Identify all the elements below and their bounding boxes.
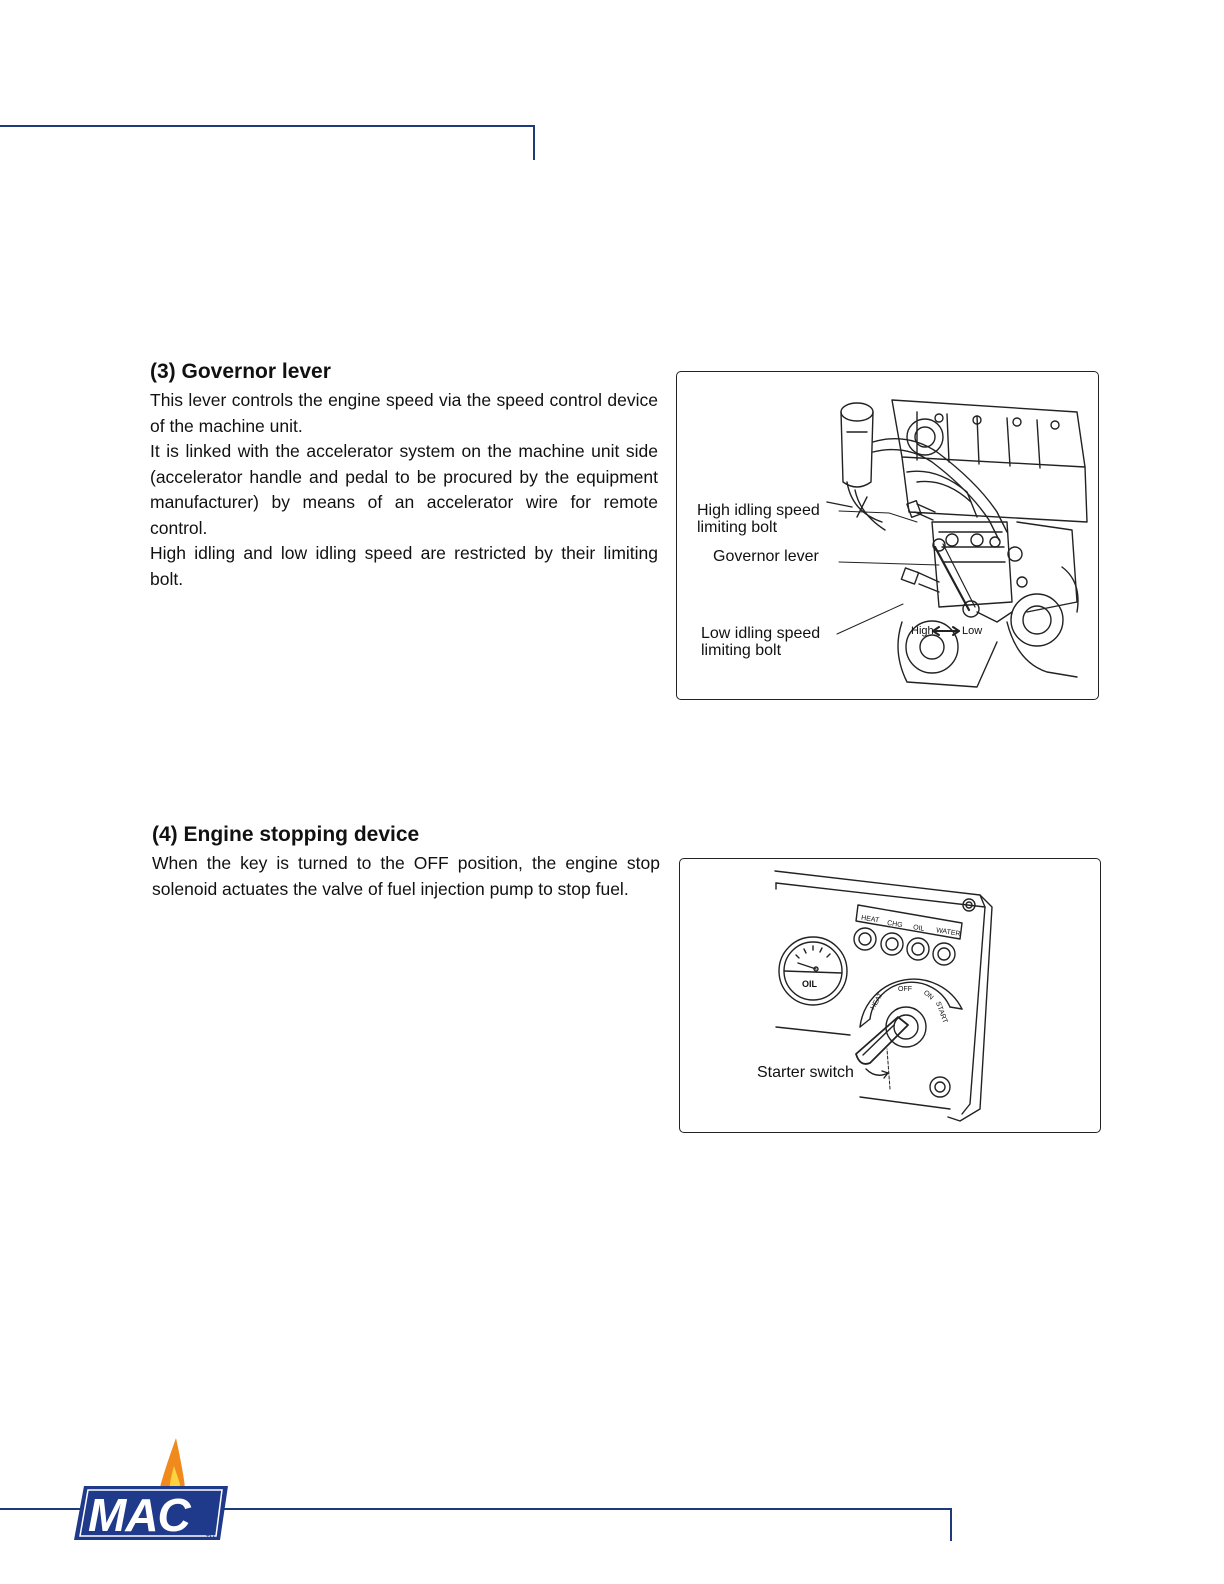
switch-position-on: ON	[921, 989, 935, 1002]
callout-line: limiting bolt	[697, 519, 778, 536]
switch-position-heat: HEAT	[869, 991, 885, 1012]
callout-governor-lever: Governor lever	[713, 548, 819, 565]
starter-switch-figure	[679, 858, 1101, 1133]
footer-rule-tick	[950, 1508, 952, 1541]
section-heading: (4) Engine stopping device	[152, 823, 420, 846]
control-panel-drawing	[680, 859, 1100, 1132]
header-rule	[0, 125, 535, 127]
section-paragraph: It is linked with the accelerator system on the machine unit side (accelerator handle and pedal to be procured by the equipment manufacturer) by means of an accelerator wire for remote control.	[150, 441, 658, 538]
switch-position-off: OFF	[898, 986, 912, 993]
switch-position-start: START	[934, 1000, 949, 1025]
section-paragraph: When the key is turned to the OFF position, the engine stop solenoid actuates the valve of fuel injection pump to stop fuel.	[152, 853, 660, 899]
header-rule-tick	[533, 125, 535, 160]
callout-low-idling-bolt	[701, 625, 820, 659]
callout-line: limiting bolt	[701, 642, 782, 659]
callout-line: Low idling speed	[701, 625, 821, 642]
lamp-label-water: WATER	[935, 927, 961, 938]
direction-low-label: Low	[962, 625, 983, 637]
mac-logo-mark	[70, 1436, 232, 1544]
governor-lever-figure	[676, 371, 1099, 700]
section-heading: (3) Governor lever	[150, 360, 331, 383]
logo-text: MAC	[88, 1489, 190, 1541]
lamp-label-chg: CHG	[886, 919, 904, 930]
gauge-label-oil: OIL	[802, 979, 817, 989]
section-paragraph: This lever controls the engine speed via the speed control device of the machine unit.	[150, 390, 658, 436]
section-engine-stopping-device	[152, 823, 660, 902]
mac-logo	[70, 1436, 232, 1544]
section-governor-lever	[150, 360, 658, 592]
lamp-label-oil: OIL	[912, 924, 925, 933]
callout-line: High idling speed	[697, 502, 820, 519]
callout-high-idling-bolt	[697, 502, 820, 536]
section-paragraph: High idling and low idling speed are restricted by their limiting bolt.	[150, 543, 658, 589]
lamp-label-heat: HEAT	[860, 914, 880, 925]
callout-starter-switch: Starter switch	[757, 1064, 854, 1081]
logo-trademark: TM	[206, 1536, 215, 1542]
direction-high-label: High	[911, 625, 934, 637]
